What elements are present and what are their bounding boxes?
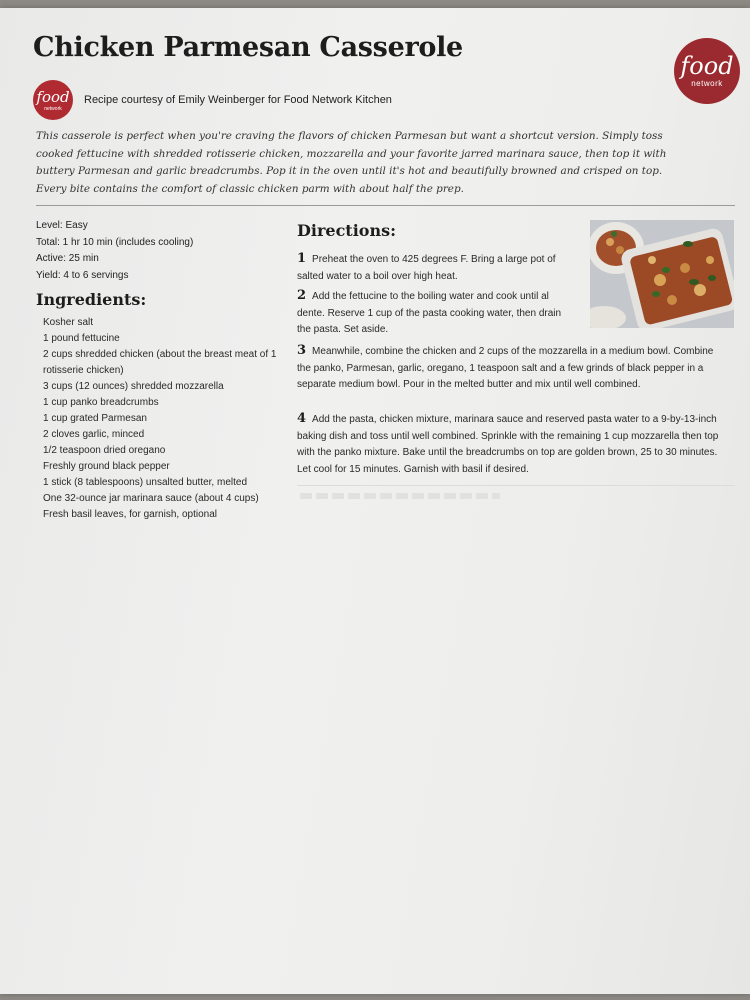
step-number: 4 <box>297 411 307 426</box>
food-network-small-logo: food network <box>33 80 73 120</box>
meta-active: Active: 25 min <box>36 253 99 264</box>
ingredients-heading: Ingredients: <box>36 290 147 309</box>
meta-yield: Yield: 4 to 6 servings <box>36 269 129 281</box>
ingredient-item: Freshly ground black pepper <box>43 461 170 472</box>
ingredient-item: 2 cups shredded chicken (about the breast meat of 1 rotisserie chicken) <box>43 349 277 376</box>
step-text: Add the fettucine to the boiling water and cook until al dente. Reserve 1 cup of the pasta cooking water, then drain the pasta. Set aside. <box>297 291 562 335</box>
recipe-title: Chicken Parmesan Casserole <box>33 32 463 63</box>
faint-divider <box>297 485 735 486</box>
step-number: 2 <box>297 288 307 303</box>
meta-level: Level: Easy <box>36 220 88 231</box>
ingredient-item: 1/2 teaspoon dried oregano <box>43 445 166 456</box>
ingredient-item: 1 pound fettucine <box>43 333 120 344</box>
step-text: Preheat the oven to 425 degrees F. Bring a large pot of salted water to a boil over high heat. <box>297 254 556 282</box>
direction-step <box>297 251 577 285</box>
ingredient-item: 3 cups (12 ounces) shredded mozzarella <box>43 381 224 392</box>
step-number: 3 <box>297 343 307 358</box>
step-number: 1 <box>297 251 307 266</box>
step-text: Add the pasta, chicken mixture, marinara sauce and reserved pasta water to a 9-by-13-inch baking dish and toss until well combined. Sprinkle with the remaining 1 cup mozzarella then top with the panko mixture. Bake until the breadcrumbs on top are golden brown, 25 to 30 minutes. Let cool for 15 minutes. Garnish with basil if desired. <box>297 414 719 475</box>
ingredient-item: 1 stick (8 tablespoons) unsalted butter, melted <box>43 477 248 488</box>
direction-step <box>297 288 577 339</box>
casserole-photo <box>590 220 734 328</box>
ingredient-item: One 32-ounce jar marinara sauce (about 4 cups) <box>43 493 259 504</box>
directions-heading: Directions: <box>297 221 396 240</box>
ingredient-item: 2 cloves garlic, minced <box>43 429 145 440</box>
recipe-courtesy: Recipe courtesy of Emily Weinberger for Food Network Kitchen <box>84 94 392 106</box>
ingredients-list <box>43 315 283 523</box>
direction-step <box>297 411 722 478</box>
step-text: Meanwhile, combine the chicken and 2 cups of the mozzarella in a medium bowl. Combine the panko, Parmesan, garlic, oregano, 1 teaspoon salt and a few grinds of black pepper in a separate medium bowl. Pour in the melted butter and mix until well combined. <box>297 346 714 390</box>
food-network-logo: food network <box>674 38 740 104</box>
meta-total: Total: 1 hr 10 min (includes cooling) <box>36 236 194 248</box>
ingredient-item: 1 cup grated Parmesan <box>43 413 147 424</box>
recipe-intro: This casserole is perfect when you're craving the flavors of chicken Parmesan but want a shortcut version. Simply toss cooked fettucine with shredded rotisserie chicken, mozzarella and your favorite jarred marinara sauce, then top it with buttery Parmesan and garlic breadcrumbs. Pop it in the oven until it's hot and beautifully browned and crisped on top. Every bite contains the comfort of classic chicken parm with about half the prep. <box>36 130 667 195</box>
recipe-meta <box>36 218 193 284</box>
ingredient-item: Kosher salt <box>43 317 94 328</box>
ingredient-item: Fresh basil leaves, for garnish, optional <box>43 509 217 520</box>
section-divider <box>36 205 735 206</box>
direction-step <box>297 343 722 394</box>
ingredient-item: 1 cup panko breadcrumbs <box>43 397 159 408</box>
faint-print <box>300 493 500 499</box>
recipe-page <box>0 8 750 994</box>
